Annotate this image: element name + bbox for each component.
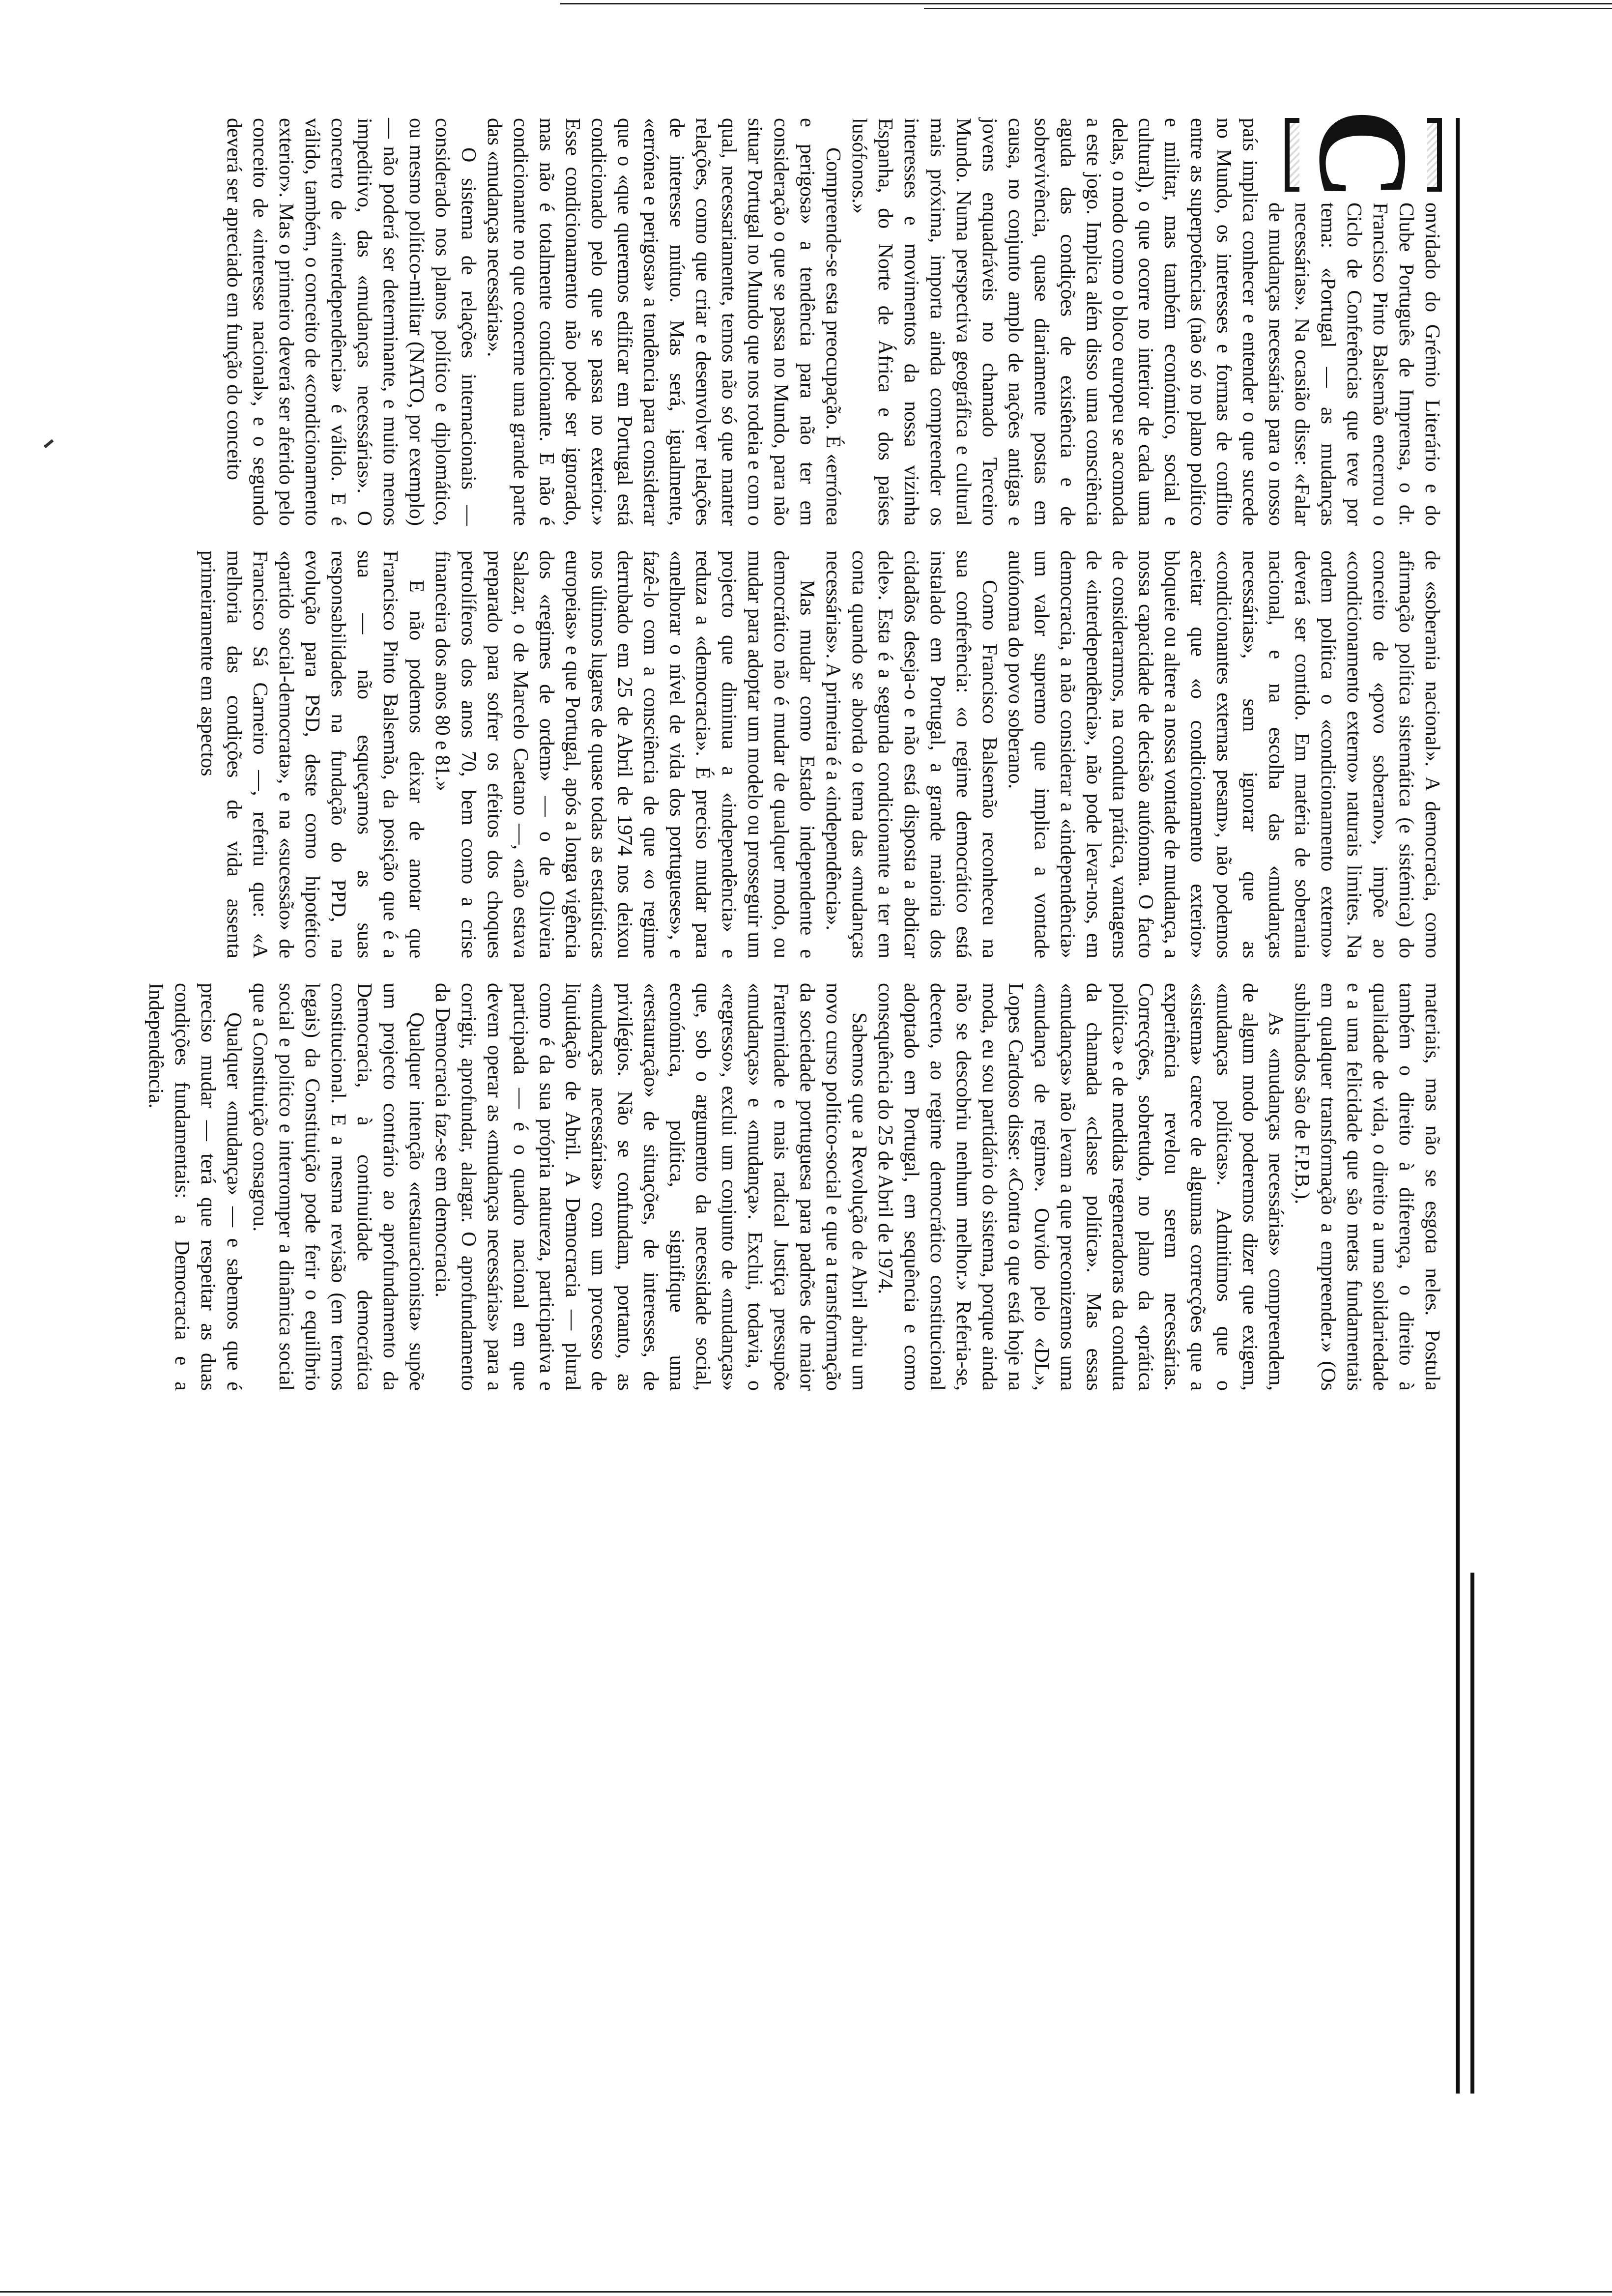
- column-header-rule: [1456, 118, 1460, 2094]
- column-1-paragraph-3: O sistema de relações internacionais — considerado nos planos político e diplomático, ou mesmo político-militar (NATO, por exemplo) — não poderá ser determinante, e muito menos impeditivo, das «mudanças necessárias». O concerto de «interdependência» é válido. E é válido, também, o conceito de «condicionamento exterior». Mas o primeiro deverá ser aferido pelo conceito de «interesse nacional», e o segundo deverá ser apreciado em função do conceito: [223, 118, 480, 526]
- column-3-paragraph-5: Qualquer «mudança» — e sabemos que é preciso mudar — terá que respeitar as duas condições fundamentais: a Democracia e a Independência.: [144, 983, 245, 1391]
- drop-cap-letter: C: [1285, 118, 1442, 192]
- column-2-paragraph-1: de «soberania nacional». A democracia, como afirmação política sistemática (e sistémica) do conceito de «povo soberano», impõe ao «condicionamento externo» naturais limites. Na ordem política o «condicionamento externo» deverá ser contido. Em matéria de soberania nacional, e na escolha das «mudanças necessárias», sem ignorar que as «condicionantes externas pesam», não podemos aceitar que «o condicionamento exterior» bloqueie ou altere a nossa vontade de mudança, a nossa capacidade de decisão autónoma. O facto de considerarmos, na conduta prática, vantagens de «interdependência», não pode levar-nos, em democracia, a não considerar a «independência» um valor supremo que implica a vontade autónoma do povo soberano.: [1004, 550, 1443, 958]
- article-column-1: [221, 109, 1445, 526]
- column-2-paragraph-2: Como Francisco Balsemão reconheceu na sua conferência: «o regime democrático está instalado em Portugal, a grande maioria dos cidadãos deseja-o e não está disposta a abdicar dele». Esta é a segunda condicionante a ter em conta quando se aborda o tema das «mudanças necessárias». A primeira é a «independência».: [822, 550, 1001, 958]
- column-3-paragraph-4: Qualquer intenção «restauracionista» supõe um projecto contrário ao aprofundamento da Democracia, à continuidade democrática constitucional. E a mesma revisão (em termos legais) da Constituição pode ferir o equilíbrio social e político e interromper a dinâmica social que a Constituição consagrou.: [249, 983, 428, 1391]
- scan-edge-line-bottom: [0, 2291, 1612, 2293]
- column-3-paragraph-3: Sabemos que a Revolução de Abril abriu um novo curso político-social e que a transformação da sociedade portuguesa para padrões de maior Fraternidade e mais radical Justiça pressupõe «mudanças» e «mudança». Exclui, todavia, o «regresso», exclui um conjunto de «mudanças» que, sob o argumento da necessidade social, económica, política, signifique uma «restauração» de situações, de interesses, de privilégios. Não se confundam, portanto, as «mudanças necessárias» com um processo de liquidação de Abril. A Democracia — plural como é da sua própria natureza, participativa e participada — é o quadro nacional em que devem operar as «mudanças necessárias» para a corrigir, aprofundar, alargar. O aprofundamento da Democracia faz-se em democracia.: [431, 983, 870, 1391]
- column-2-paragraph-4: E não podemos deixar de anotar que Francisco Pinto Balsemão, da posição que é a sua — não esqueçamos as suas responsabilidades na fundação do PPD, na evolução para PSD, deste como hipotético «partido social-democrata», e na «sucessão» de Francisco Sá Carneiro —, referiu que: «A melhoria das condições de vida assenta primeiramente em aspectos: [197, 550, 428, 958]
- article-column-2: [195, 550, 1445, 958]
- column-footer-rule: [1470, 1573, 1474, 2094]
- stray-pen-mark: [44, 439, 54, 449]
- column-3-paragraph-1: materiais, mas não se esgota neles. Postula também o direito à diferença, o direito à qualidade de vida, o direito a uma solidariedade e a uma felicidade que são metas fundamentais em qualquer transformação a empreender.» (Os sublinhados são de F.P.B.).: [1291, 983, 1443, 1391]
- scan-edge-line-top: [560, 3, 1612, 4]
- scan-edge-line-top-2: [924, 8, 1612, 9]
- column-3-paragraph-2: As «mudanças necessárias» compreendem, de algum modo poderemos dizer que exigem, «mudanças políticas». Admitimos que o «sistema» carece de algumas correcções que a experiência revelou serem necessárias. Correcções, sobretudo, no plano da «prática política» e de medidas regeneradoras da conduta da chamada «classe política». Mas essas «mudanças» não levam a que preconizemos uma «mudança de regime». Ouvido pelo «DL», Lopes Cardoso disse: «Contra o que está hoje na moda, eu sou partidário do sistema, porque ainda não se descobriu nenhum melhor.» Referia-se, decerto, ao regime democrático constitucional adoptado em Portugal, em sequência e como consequência do 25 de Abril de 1974.: [874, 983, 1287, 1391]
- rotated-article-page: [144, 108, 1474, 2103]
- article-column-3: [143, 983, 1445, 1391]
- column-2-paragraph-3: Mas mudar como Estado independente e democrático não é mudar de qualquer modo, ou mudar para adoptar um modelo ou prosseguir um projecto que diminua a «independência» e reduza a «democracia». É preciso mudar para «melhorar o nível de vida dos portugueses», e fazê-lo com a consciência de que «o regime derrubado em 25 de Abril de 1974 nos deixou nos últimos lugares de quase todas as estatísticas europeias» e que Portugal, após a longa vigência dos «regimes de ordem» — o de Oliveira Salazar, o de Marcelo Caetano —, «não estava preparado para sofrer os efeitos dos choques petrolíferos dos anos 70, bem como a crise financeira dos anos 80 e 81.»: [431, 550, 818, 958]
- column-1-paragraph-2: Compreende-se esta preocupação. É «errónea e perigosa» a tendência para não ter em consideração o que se passa no Mundo, para não situar Portugal no Mundo que nos rodeia e com o qual, necessariamente, temos não só que manter relações, como que criar e desenvolver relações de interesse mútuo. Mas será, igualmente, «errónea e perigosa» a tendência para considerar que o «que queremos edificar em Portugal está condicionado pelo que se passa no exterior.» Esse condicionamento não pode ser ignorado, mas não é totalmente condicionante. E não é condicionante no que concerne uma grande parte das «mudanças necessárias».: [483, 118, 844, 526]
- column-1-paragraph-1: onvidado do Grémio Literário e do Clube Português de Imprensa, o dr. Francisco Pinto Balsemão encerrou o Ciclo de Conferências que teve por tema: «Portugal — as mudanças necessárias». Na ocasião disse: «Falar de mudanças necessárias para o nosso país implica conhecer e entender o que sucede no Mundo, os interesses e formas de conflito entre as superpotências (não só no plano político e militar, mas também económico, social e cultural), o que ocorre no interior de cada uma delas, o modo como o bloco europeu se acomoda a este jogo. Implica além disso uma consciência aguda das condições de existência e de sobrevivência, quase diariamente postas em causa, no conjunto amplo de nações antigas e jovens enquadráveis no chamado Terceiro Mundo. Numa perspectiva geográfica e cultural mais próxima, importa ainda compreender os interesses e movimentos da nossa vizinha Espanha, do Norte de África e dos países lusófonos.»: [848, 118, 1443, 526]
